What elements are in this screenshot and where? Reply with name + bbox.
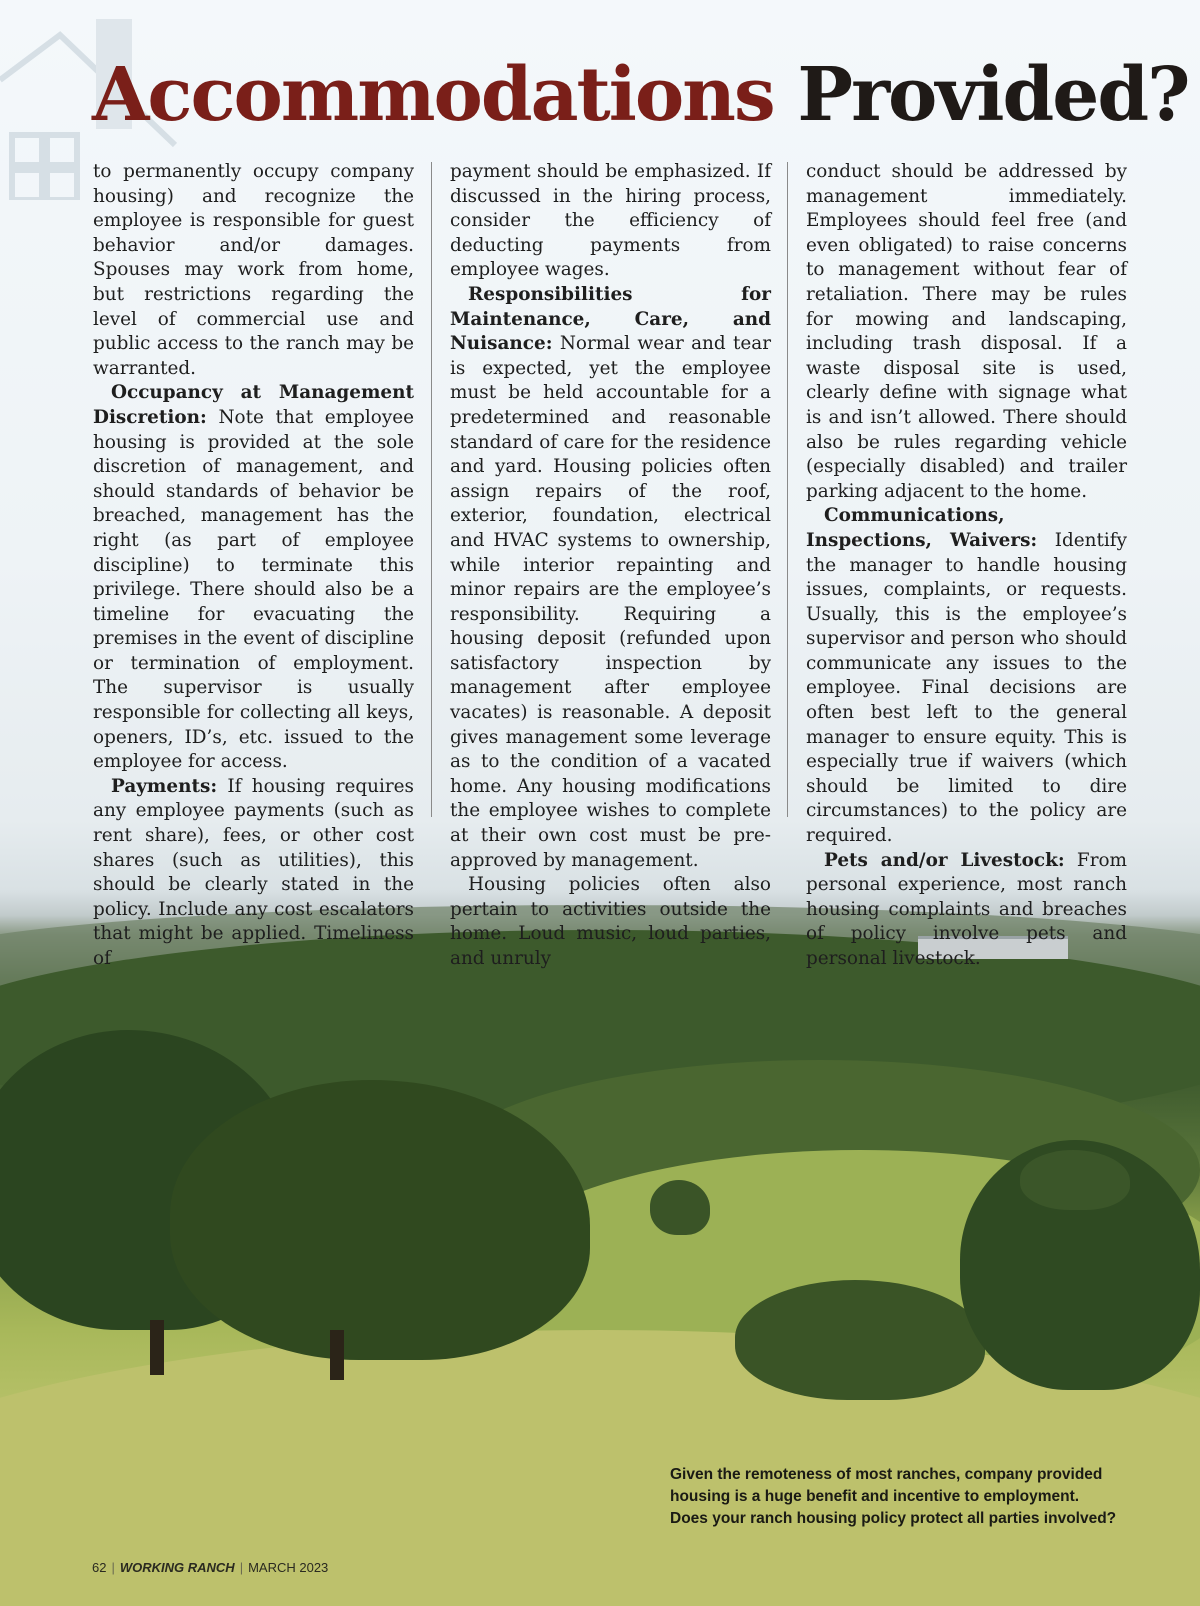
title-accent: Accommodations	[92, 52, 774, 138]
column-divider	[787, 162, 788, 817]
text-column-3	[806, 160, 1127, 972]
subhead: Occupancy at Management Discretion:	[93, 382, 414, 428]
paragraph: conduct should be addressed by management immediately. Employees should feel free (and even obligated) to raise concerns to management without fear of retaliation. There may be rules for mowing and landscaping, including trash disposal. If a waste disposal site is used, clearly define with signage what is and isn’t allowed. There should also be rules regarding vehicle (especially disabled) and trailer parking adjacent to the home.	[806, 161, 1127, 502]
subhead: Responsibilities for Maintenance, Care, and Nuisance:	[450, 283, 771, 355]
paragraph: Payments: If housing requires any employee payments (such as rent share), fees, or other cost shares (such as utilities), this should be clearly stated in the policy. Include any cost escalators that might be applied. Timeliness of	[93, 775, 414, 969]
paragraph: Pets and/or Livestock: From personal experience, most ranch housing complaints and breaches of policy involve pets and personal livestock.	[806, 849, 1127, 969]
paragraph: payment should be emphasized. If discussed in the hiring process, consider the efficiency of deducting payments from employee wages.	[450, 161, 771, 281]
paragraph: Occupancy at Management Discretion: Note that employee housing is provided at the sole discretion of management, and should standards of behavior be breached, management has the right (as part of employee discipline) to terminate this privilege. There should also be a timeline for evacuating the premises in the event of discipline or termination of employment. The supervisor is usually responsible for collecting all keys, openers, ID’s, etc. issued to the employee for access.	[93, 382, 414, 773]
text-column-1	[93, 160, 414, 972]
text-column-2	[450, 160, 771, 972]
subhead: Payments:	[111, 775, 218, 797]
subhead: Pets and/or Livestock:	[824, 849, 1065, 871]
paragraph: Housing policies often also pertain to activities outside the home. Loud music, loud parties, and unruly	[450, 874, 771, 969]
subhead: Communications, Inspections, Waivers:	[806, 505, 1038, 551]
page-number: 62	[92, 1560, 107, 1575]
title-main: Provided?	[797, 52, 1189, 138]
paragraph: to permanently occupy company housing) and recognize the employee is responsible for guest behavior and/or damages. Spouses may work from home, but restrictions regarding the level of commercial use and public access to the ranch may be warranted.	[93, 161, 414, 379]
photo-caption: Given the remoteness of most ranches, company provided housing is a huge benefit and incentive to employment. Does your ranch housing policy protect all parties involved?	[670, 1466, 1117, 1527]
column-divider	[431, 162, 432, 817]
publication-name: WORKING RANCH	[119, 1560, 235, 1575]
issue-date: MARCH 2023	[248, 1560, 329, 1575]
paragraph: Communications, Inspections, Waivers: Identify the manager to handle housing issues, complaints, or requests. Usually, this is the employee’s supervisor and person who should communicate any issues to the employee. Final decisions are often best left to the general manager to ensure equity. This is especially true if waivers (which should be limited to dire circumstances) to the policy are required.	[806, 505, 1127, 847]
page-footer: 62 | WORKING RANCH | MARCH 2023	[92, 1560, 329, 1575]
article-title	[92, 52, 1188, 138]
paragraph: Responsibilities for Maintenance, Care, and Nuisance: Normal wear and tear is expected, yet the employee must be held accountable for a predetermined and reasonable standard of care for the residence and yard. Housing policies often assign repairs of the roof, exterior, foundation, electrical and HVAC systems to ownership, while interior repainting and minor repairs are the employee’s responsibility. Requiring a housing deposit (refunded upon satisfactory inspection by management after employee vacates) is reasonable. A deposit gives management some leverage as to the condition of a vacated home. Any housing modifications the employee wishes to complete at their own cost must be pre-approved by management.	[450, 283, 771, 871]
